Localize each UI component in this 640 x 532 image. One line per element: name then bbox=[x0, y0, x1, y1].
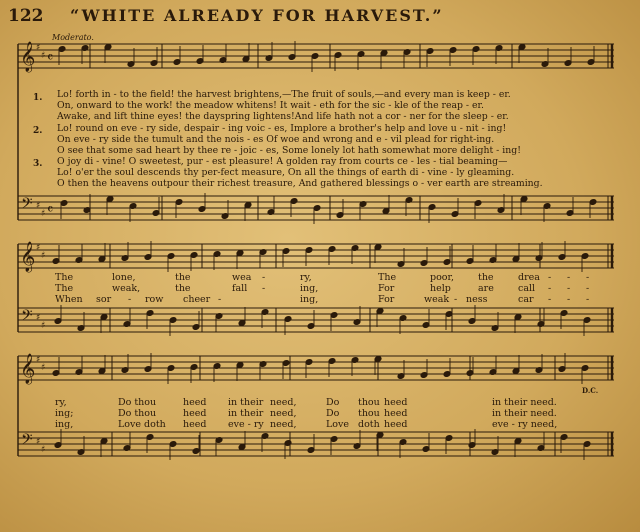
da-capo-marking: D.C. bbox=[582, 386, 599, 395]
verse-line: O joy di - vine! O sweetest, pur - est pleasure! A golden ray from courts ce - les - tial beaming— bbox=[57, 156, 508, 167]
verse-line: On, onward to the work! the meadow whitens! It wait - eth for the sic - kle of the reap - er. bbox=[57, 100, 484, 111]
chorus-word: weak, bbox=[112, 283, 141, 294]
treble-clef-icon: 𝄞 bbox=[20, 242, 36, 272]
chorus-word: - bbox=[586, 283, 590, 294]
verse-line: O see that some sad heart by thee re - joic - es, Some lonely lot hath somewhat more delight - ing! bbox=[57, 145, 521, 156]
chorus-word: eve - ry bbox=[228, 419, 264, 430]
page-number: 122 bbox=[8, 6, 44, 26]
verse-line: O then the heavens outpour their richest treasure, And gathered blessings o - ver earth are streaming. bbox=[57, 178, 543, 189]
sharp-icon: ♯ bbox=[41, 51, 46, 61]
chorus-word: call bbox=[518, 283, 536, 294]
chorus-word: - bbox=[586, 294, 590, 305]
bass-clef-icon: 𝄢 bbox=[21, 307, 33, 328]
chorus-word: thou bbox=[358, 408, 380, 419]
sharp-icon: ♯ bbox=[41, 209, 46, 219]
chorus-word: - bbox=[548, 294, 552, 305]
chorus-word: Love doth bbox=[118, 419, 166, 430]
common-time-icon: 𝄴 bbox=[47, 202, 54, 218]
chorus-word: ing, bbox=[300, 283, 319, 294]
chorus-word: help bbox=[430, 283, 451, 294]
chorus-word: - bbox=[454, 294, 458, 305]
chorus-word: - bbox=[262, 283, 266, 294]
chorus-word: - bbox=[567, 294, 571, 305]
chorus-word: heed bbox=[384, 397, 408, 408]
chorus-word: the bbox=[175, 272, 191, 283]
chorus-word: For bbox=[378, 283, 395, 294]
treble-clef-icon: 𝄞 bbox=[20, 354, 36, 384]
chorus-word: in their need. bbox=[492, 408, 557, 419]
chorus-word: ry, bbox=[55, 397, 67, 408]
chorus-word: - bbox=[548, 272, 552, 283]
chorus-word: ness bbox=[466, 294, 488, 305]
chorus-word: - bbox=[218, 294, 222, 305]
chorus-word: are bbox=[478, 283, 494, 294]
chorus-word: need, bbox=[270, 419, 297, 430]
chorus-word: doth bbox=[358, 419, 380, 430]
verse-line: Lo! forth in - to the field! the harvest brightens,—The fruit of souls,—and every man is keep - er. bbox=[57, 89, 511, 100]
sharp-icon: ♯ bbox=[41, 251, 46, 261]
chorus-word: thou bbox=[358, 397, 380, 408]
verse-number: 3. bbox=[33, 159, 43, 169]
chorus-word: Love bbox=[326, 419, 350, 430]
chorus-word: The bbox=[55, 272, 74, 283]
chorus-word: - bbox=[567, 283, 571, 294]
chorus-word: heed bbox=[183, 397, 207, 408]
chorus-word: need, bbox=[270, 408, 297, 419]
sharp-icon: ♯ bbox=[36, 313, 41, 323]
verse-number: 2. bbox=[33, 126, 43, 136]
chorus-word: heed bbox=[183, 419, 207, 430]
common-time-icon: 𝄴 bbox=[47, 50, 54, 66]
chorus-word: lone, bbox=[112, 272, 136, 283]
tempo-marking: Moderato. bbox=[52, 33, 94, 42]
bass-clef-icon: 𝄢 bbox=[21, 431, 33, 452]
chorus-word: ing, bbox=[300, 294, 319, 305]
chorus-word: in their need. bbox=[492, 397, 557, 408]
chorus-word: sor bbox=[96, 294, 112, 305]
verse-line: Lo! round on eve - ry side, despair - ing voic - es, Implore a brother's help and love u - nit - ing! bbox=[57, 123, 507, 134]
sharp-icon: ♯ bbox=[36, 43, 41, 53]
chorus-word: - bbox=[548, 283, 552, 294]
chorus-word: - bbox=[586, 272, 590, 283]
chorus-word: The bbox=[55, 283, 74, 294]
chorus-word: ing; bbox=[55, 408, 74, 419]
chorus-word: wea bbox=[232, 272, 252, 283]
chorus-word: weak bbox=[424, 294, 450, 305]
chorus-word: the bbox=[175, 283, 191, 294]
chorus-word: ry, bbox=[300, 272, 312, 283]
chorus-word: car bbox=[518, 294, 534, 305]
sharp-icon: ♯ bbox=[41, 321, 46, 331]
chorus-word: Do bbox=[326, 408, 340, 419]
chorus-word: Do thou bbox=[118, 397, 157, 408]
sharp-icon: ♯ bbox=[36, 355, 41, 365]
chorus-word: fall bbox=[232, 283, 248, 294]
sharp-icon: ♯ bbox=[36, 243, 41, 253]
chorus-word: row bbox=[145, 294, 164, 305]
chorus-word: heed bbox=[183, 408, 207, 419]
chorus-word: need, bbox=[270, 397, 297, 408]
chorus-word: - bbox=[128, 294, 132, 305]
chorus-word: the bbox=[478, 272, 494, 283]
chorus-word: in their bbox=[228, 397, 264, 408]
chorus-word: drea bbox=[518, 272, 540, 283]
verse-line: Lo! o'er the soul descends thy per-fect measure, On all the things of earth di - vine - ly gleaming. bbox=[57, 167, 515, 178]
chorus-word: For bbox=[378, 294, 395, 305]
page-title: “WHITE ALREADY FOR HARVEST.” bbox=[70, 6, 444, 25]
chorus-word: Do thou bbox=[118, 408, 157, 419]
chorus-word: ing, bbox=[55, 419, 74, 430]
chorus-word: - bbox=[567, 272, 571, 283]
sharp-icon: ♯ bbox=[36, 201, 41, 211]
sharp-icon: ♯ bbox=[41, 363, 46, 373]
chorus-word: heed bbox=[384, 408, 408, 419]
clefs bbox=[20, 41, 53, 455]
bass-clef-icon: 𝄢 bbox=[21, 195, 33, 216]
chorus-word: - bbox=[262, 272, 266, 283]
chorus-word: The bbox=[378, 272, 397, 283]
verse-line: On eve - ry side the tumult and the nois - es Of woe and wrong and e - vil plead for right-ing. bbox=[57, 134, 495, 145]
chorus-word: poor, bbox=[430, 272, 455, 283]
verse-number: 1. bbox=[33, 93, 43, 103]
sharp-icon: ♯ bbox=[36, 437, 41, 447]
chorus-word: Do bbox=[326, 397, 340, 408]
chorus-word: in their bbox=[228, 408, 264, 419]
chorus-word: eve - ry need, bbox=[492, 419, 558, 430]
verse-line: Awake, and lift thine eyes! the dayspring lightens!And life hath not a cor - ner for the sleep - er. bbox=[57, 111, 509, 122]
chorus-word: When bbox=[55, 294, 83, 305]
chorus-word: heed bbox=[384, 419, 408, 430]
treble-clef-icon: 𝄞 bbox=[20, 42, 36, 72]
sharp-icon: ♯ bbox=[41, 445, 46, 455]
chorus-word: cheer bbox=[183, 294, 211, 305]
